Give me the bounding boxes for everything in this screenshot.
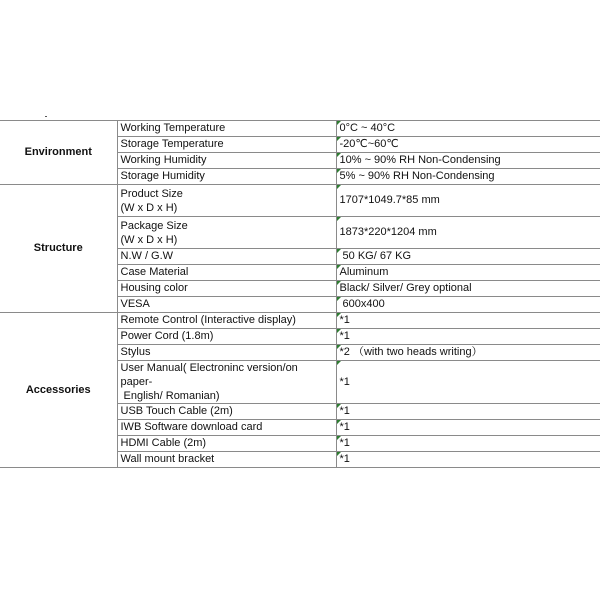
spec-value: 600x400 [336,297,600,313]
section-structure: Structure [0,185,117,313]
table-row [0,121,600,137]
spec-value: *1 [336,404,600,420]
spec-value: *1 [336,361,600,404]
spec-sheet [0,120,600,468]
spec-value: 1873*220*1204 mm [336,217,600,249]
spec-label-line: (W x D x H) [120,201,178,214]
spec-label [117,217,336,249]
spec-label-line: User Manual( Electroninc version/on paper- [120,362,298,388]
corner-mark [45,116,47,117]
spec-label: Remote Control (Interactive display) [117,313,336,329]
spec-label: Stylus [117,345,336,361]
spec-label: Storage Temperature [117,137,336,153]
spec-value: Aluminum [336,265,600,281]
section-accessories: Accessories [0,313,117,468]
spec-value: *1 [336,313,600,329]
spec-label-line: (W x D x H) [120,233,178,246]
spec-label-line: English/ Romanian) [120,390,220,402]
spec-value: 5% ~ 90% RH Non-Condensing [336,169,600,185]
spec-value: *2 （with two heads writing） [336,345,600,361]
spec-value: 1707*1049.7*85 mm [336,185,600,217]
spec-label-line: Package Size [120,219,188,232]
section-environment: Environment [0,121,117,185]
spec-value: Black/ Silver/ Grey optional [336,281,600,297]
spec-label: Working Humidity [117,153,336,169]
spec-table [0,120,600,468]
spec-label: Wall mount bracket [117,452,336,468]
spec-label: Working Temperature [117,121,336,137]
spec-value: *1 [336,329,600,345]
spec-value: 0°C ~ 40°C [336,121,600,137]
spec-label: VESA [117,297,336,313]
spec-label: N.W / G.W [117,249,336,265]
spec-value: *1 [336,420,600,436]
spec-label [117,361,336,404]
spec-label-line: Product Size [120,187,183,200]
spec-value: *1 [336,452,600,468]
spec-label: Housing color [117,281,336,297]
spec-label: Storage Humidity [117,169,336,185]
spec-value: 10% ~ 90% RH Non-Condensing [336,153,600,169]
spec-value: 50 KG/ 67 KG [336,249,600,265]
spec-label: USB Touch Cable (2m) [117,404,336,420]
spec-value: -20℃~60℃ [336,137,600,153]
spec-label [117,185,336,217]
table-row [0,313,600,329]
spec-value: *1 [336,436,600,452]
spec-label: Power Cord (1.8m) [117,329,336,345]
spec-label: IWB Software download card [117,420,336,436]
table-row [0,185,600,217]
spec-label: Case Material [117,265,336,281]
spec-label: HDMI Cable (2m) [117,436,336,452]
